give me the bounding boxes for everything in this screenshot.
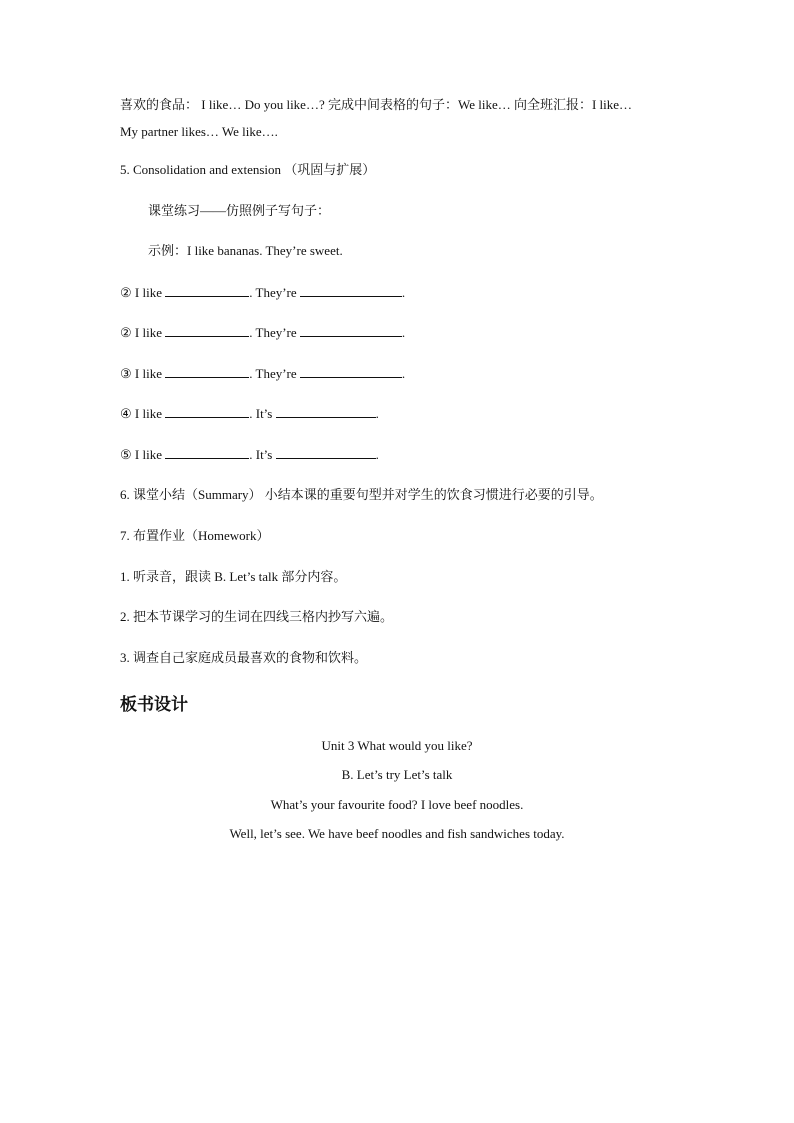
intro-line-1: 喜欢的食品： I like… Do you like…? 完成中间表格的句子：We like… 向全班汇报：I like…	[120, 97, 633, 112]
exercise-line	[120, 324, 405, 342]
board-line: Well, let’s see. We have beef noodles and fish sandwiches today.	[229, 826, 565, 841]
blank-line[interactable]	[165, 365, 249, 378]
intro-line-2: My partner likes… We like….	[120, 124, 278, 139]
section-5-task: 课堂练习——仿照例子写句子：	[148, 203, 331, 218]
section-7-homework-title: 7. 布置作业（Homework）	[120, 528, 270, 543]
exercise-mid: . It’s	[249, 406, 273, 421]
section-6-summary: 6. 课堂小结（Summary） 小结本课的重要句型并对学生的饮食习惯进行必要的引导。	[120, 487, 603, 502]
exercise-number: ⑤	[120, 447, 132, 462]
exercise-mid: . It’s	[249, 447, 273, 462]
exercise-start: I like	[134, 447, 162, 462]
exercise-end: .	[375, 406, 379, 421]
board-line: B. Let’s try Let’s talk	[341, 767, 453, 782]
homework-item: 1. 听录音，跟读 B. Let’s talk 部分内容。	[120, 569, 347, 584]
board-line: Unit 3 What would you like?	[321, 738, 473, 753]
blank-line[interactable]	[165, 446, 249, 459]
homework-item: 3. 调查自己家庭成员最喜欢的食物和饮料。	[120, 650, 368, 665]
exercise-number: ④	[120, 406, 132, 421]
exercise-mid: . They’re	[249, 285, 297, 300]
exercise-line	[120, 365, 405, 383]
exercise-end: .	[375, 447, 379, 462]
exercise-end: .	[401, 325, 406, 340]
exercise-number: ③	[120, 366, 132, 381]
exercise-line	[120, 446, 379, 464]
exercise-line	[120, 284, 405, 302]
exercise-start: I like	[134, 285, 162, 300]
exercise-start: I like	[134, 406, 162, 421]
exercise-start: I like	[134, 325, 162, 340]
exercise-mid: . They’re	[249, 325, 297, 340]
exercise-end: .	[401, 366, 406, 381]
section-5-example: 示例：I like bananas. They’re sweet.	[148, 243, 343, 258]
blank-line[interactable]	[300, 284, 402, 297]
exercise-line	[120, 405, 379, 423]
blank-line[interactable]	[276, 446, 376, 459]
blank-line[interactable]	[276, 405, 376, 418]
exercise-end: .	[401, 285, 406, 300]
exercise-number: ②	[120, 285, 132, 300]
exercise-start: I like	[134, 366, 162, 381]
board-line: What’s your favourite food? I love beef noodles.	[270, 797, 524, 812]
exercise-number: ②	[120, 325, 132, 340]
blank-line[interactable]	[300, 365, 402, 378]
blank-line[interactable]	[165, 324, 249, 337]
blank-line[interactable]	[165, 405, 249, 418]
blank-line[interactable]	[165, 284, 249, 297]
blank-line[interactable]	[300, 324, 402, 337]
homework-item: 2. 把本节课学习的生词在四线三格内抄写六遍。	[120, 609, 394, 624]
board-design-heading: 板书设计	[120, 695, 188, 715]
section-5-title: 5. Consolidation and extension （巩固与扩展）	[120, 162, 376, 177]
exercise-mid: . They’re	[249, 366, 297, 381]
